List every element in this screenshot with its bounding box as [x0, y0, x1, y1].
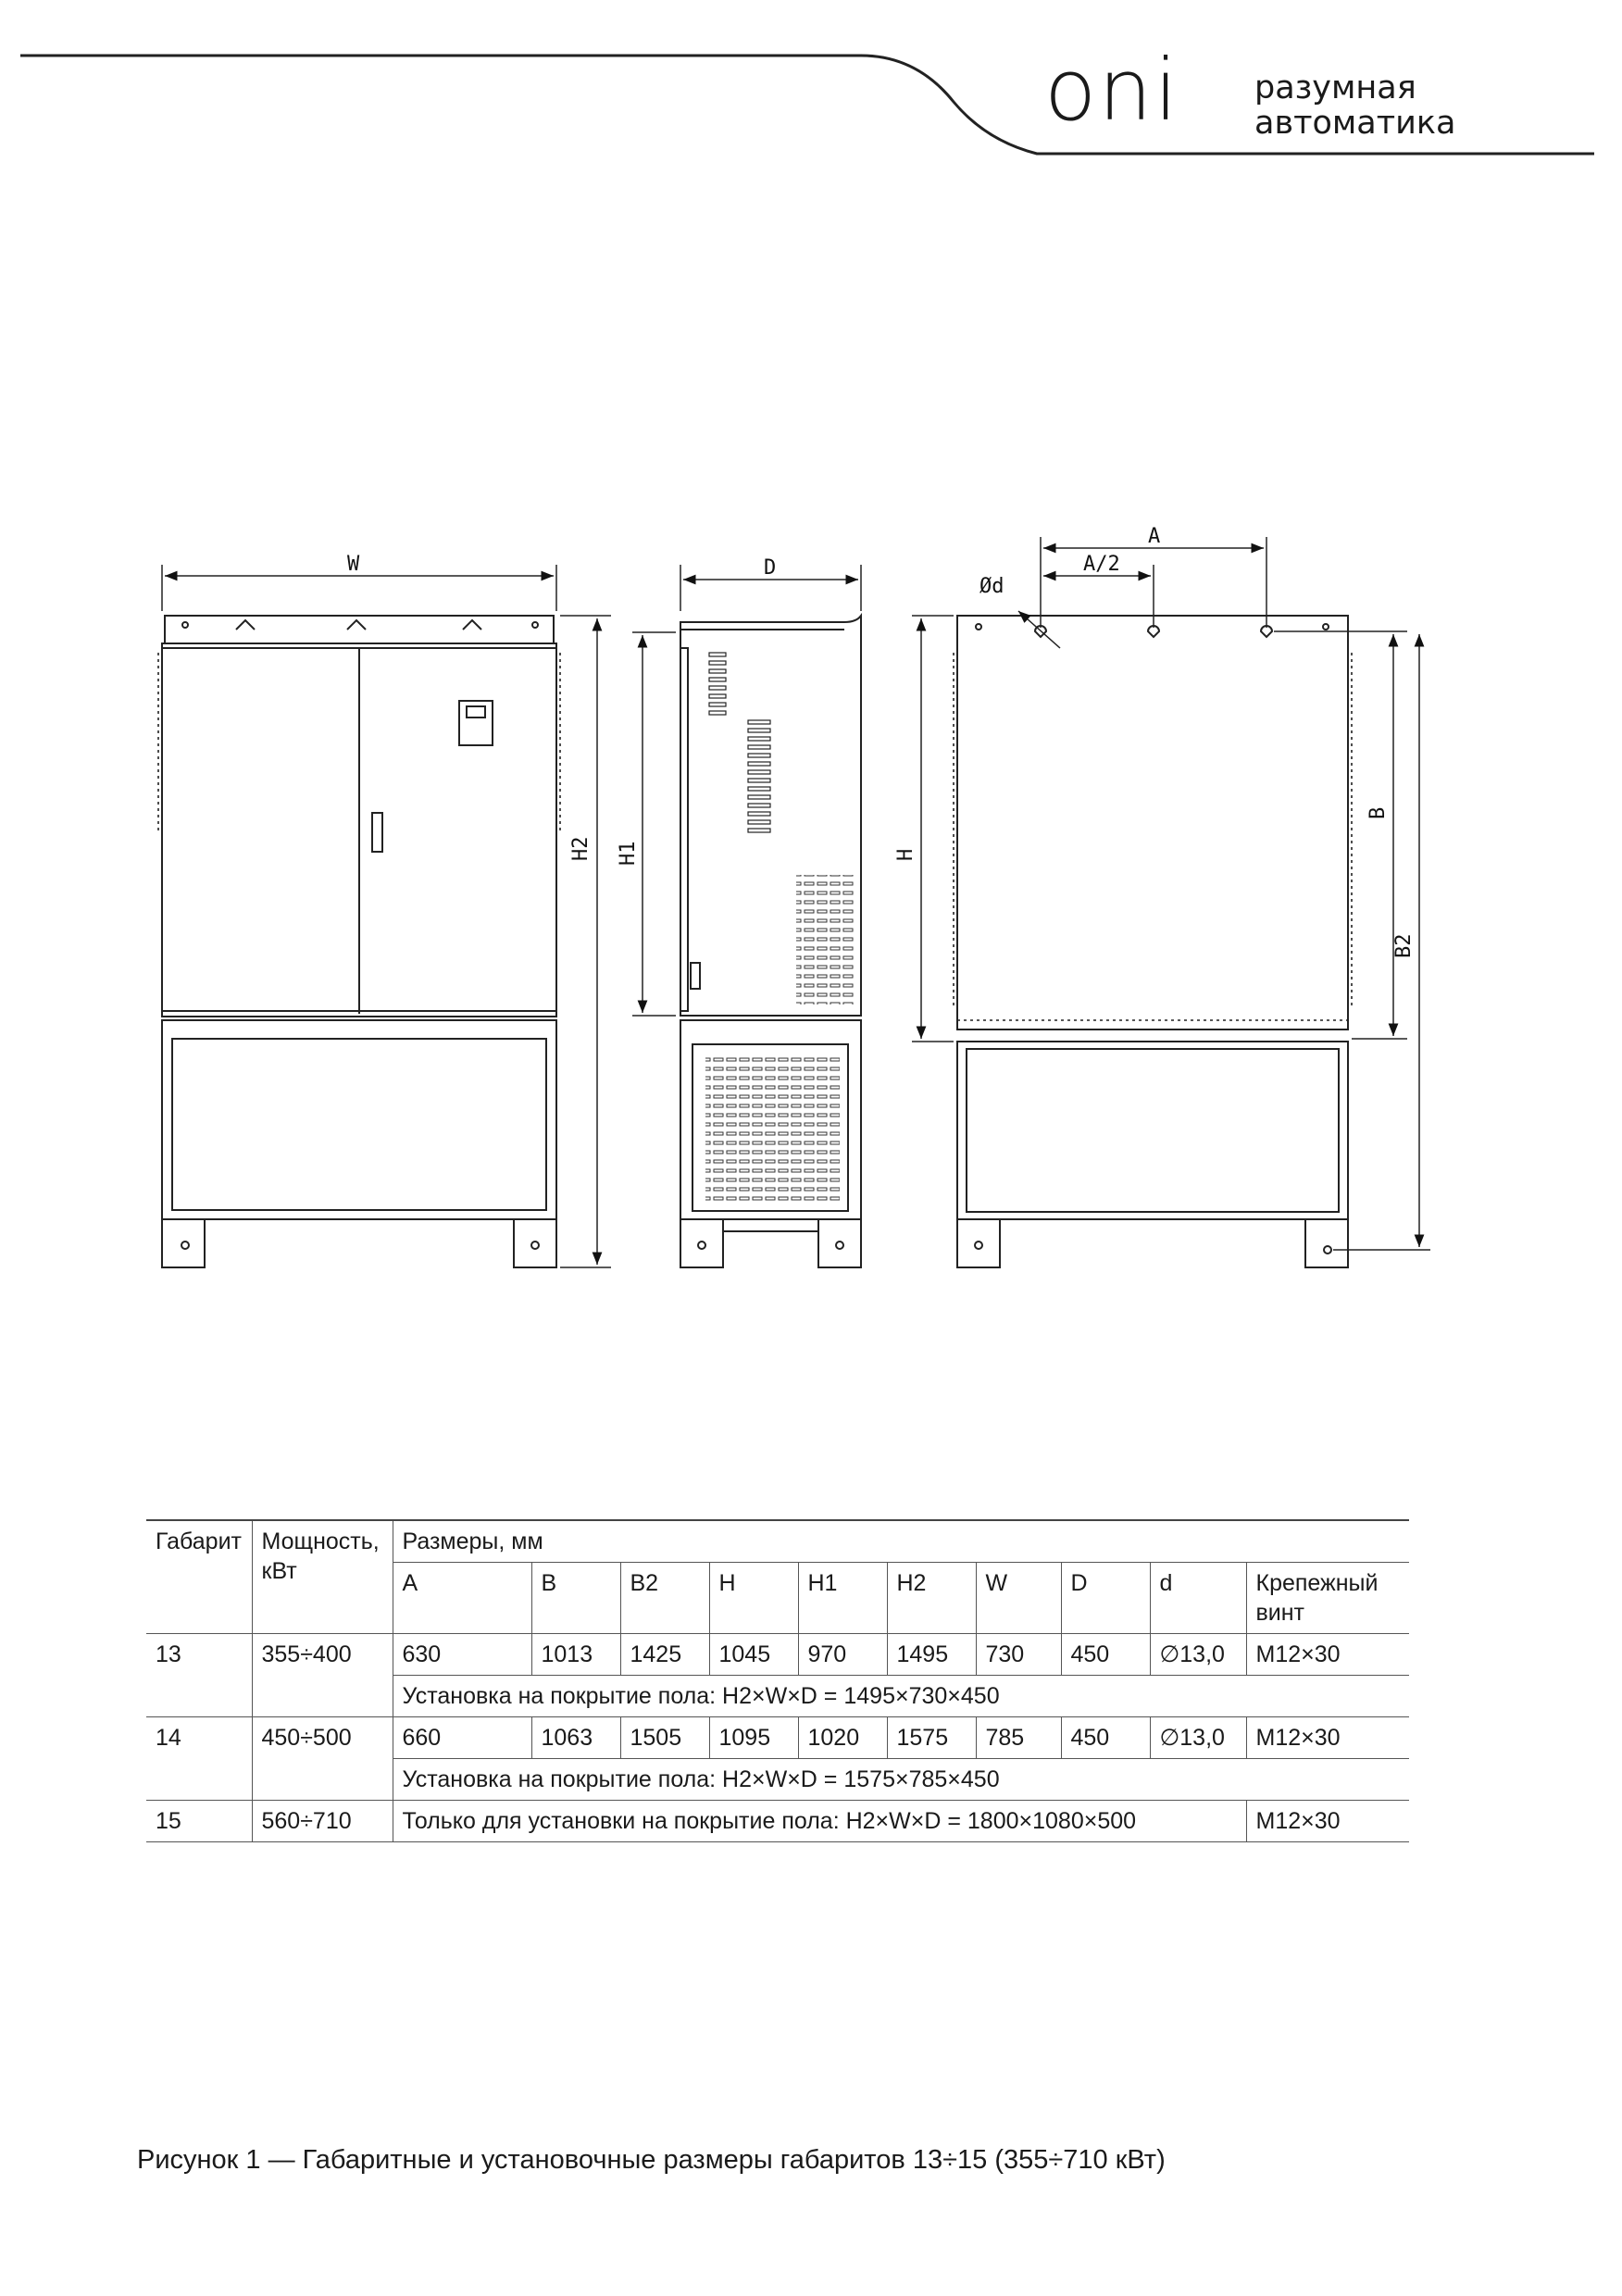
- front-view: [162, 616, 556, 1267]
- cell-a: 660: [393, 1717, 531, 1759]
- row-gabarit: 14: [146, 1717, 252, 1801]
- dim-label-w: W: [347, 553, 360, 576]
- table-header-row: [146, 1520, 1409, 1563]
- cell-b: 1013: [531, 1634, 620, 1676]
- row-power: 355÷400: [252, 1634, 393, 1717]
- dim-b2: B2: [620, 1563, 709, 1634]
- cell-b: 1063: [531, 1717, 620, 1759]
- cell-d: 450: [1061, 1634, 1150, 1676]
- dim-label-d: D: [764, 556, 777, 580]
- cell-b2: 1505: [620, 1717, 709, 1759]
- cell-h2: 1575: [887, 1717, 976, 1759]
- dim-label-b2: B2: [1392, 933, 1416, 958]
- dim-label-a: A: [1148, 525, 1161, 548]
- cell-h1: 970: [798, 1634, 887, 1676]
- dim-b: B: [531, 1563, 620, 1634]
- col-screw: [1246, 1563, 1409, 1634]
- table-row: [146, 1801, 1409, 1842]
- cell-h: 1095: [709, 1717, 798, 1759]
- cell-h2: 1495: [887, 1634, 976, 1676]
- dim-label-h2: H2: [569, 836, 593, 861]
- row-power: 450÷500: [252, 1717, 393, 1801]
- cell-b2: 1425: [620, 1634, 709, 1676]
- cell-d-hole: ∅13,0: [1150, 1634, 1246, 1676]
- col-power: [252, 1520, 393, 1634]
- dim-label-b: B: [1366, 806, 1390, 819]
- table-row: [146, 1634, 1409, 1676]
- cell-screw: M12×30: [1246, 1634, 1409, 1676]
- dim-h1: H1: [798, 1563, 887, 1634]
- figure-caption: Рисунок 1 — Габаритные и установочные размеры габаритов 13÷15 (355÷710 кВт): [137, 2145, 1166, 2175]
- cell-d: 450: [1061, 1717, 1150, 1759]
- dim-label-h: H: [894, 848, 917, 861]
- table-row: [146, 1717, 1409, 1759]
- floor-install-note: Установка на покрытие пола: H2×W×D = 1575×785×450: [393, 1759, 1409, 1801]
- tagline-line-1: разумная: [1254, 69, 1416, 106]
- row-gabarit: 15: [146, 1801, 252, 1842]
- dim-w: W: [976, 1563, 1061, 1634]
- row-power: 560÷710: [252, 1801, 393, 1842]
- cell-d-hole: ∅13,0: [1150, 1717, 1246, 1759]
- dim-label-a-half: A/2: [1083, 553, 1120, 576]
- col-power-line-2: кВт: [261, 1558, 297, 1584]
- oni-logo: oni: [1044, 41, 1180, 140]
- dim-a: A: [393, 1563, 531, 1634]
- dim-h: H: [709, 1563, 798, 1634]
- floor-install-note: Установка на покрытие пола: H2×W×D = 1495×730×450: [393, 1676, 1409, 1717]
- cell-w: 785: [976, 1717, 1061, 1759]
- dim-h2: H2: [887, 1563, 976, 1634]
- col-screw-line-1: Крепежный: [1255, 1570, 1379, 1596]
- floor-only-note: Только для установки на покрытие пола: H2×W×D = 1800×1080×500: [393, 1801, 1246, 1842]
- dimensions-table: [146, 1519, 1409, 1842]
- dim-d: D: [1061, 1563, 1150, 1634]
- col-gabarit: Габарит: [146, 1520, 252, 1634]
- col-sizes: Размеры, мм: [393, 1520, 1409, 1563]
- dim-label-d-hole: Ød: [979, 575, 1004, 598]
- cell-screw: M12×30: [1246, 1801, 1409, 1842]
- dim-d-hole: d: [1150, 1563, 1246, 1634]
- col-power-line-1: Мощность,: [261, 1529, 380, 1554]
- row-gabarit: 13: [146, 1634, 252, 1717]
- dim-label-h1: H1: [617, 841, 640, 866]
- cell-w: 730: [976, 1634, 1061, 1676]
- tagline-line-2: автоматика: [1254, 105, 1456, 142]
- col-screw-line-2: винт: [1255, 1600, 1305, 1626]
- cell-h1: 1020: [798, 1717, 887, 1759]
- rear-view: [957, 616, 1348, 1267]
- cell-screw: M12×30: [1246, 1717, 1409, 1759]
- cell-h: 1045: [709, 1634, 798, 1676]
- cell-a: 630: [393, 1634, 531, 1676]
